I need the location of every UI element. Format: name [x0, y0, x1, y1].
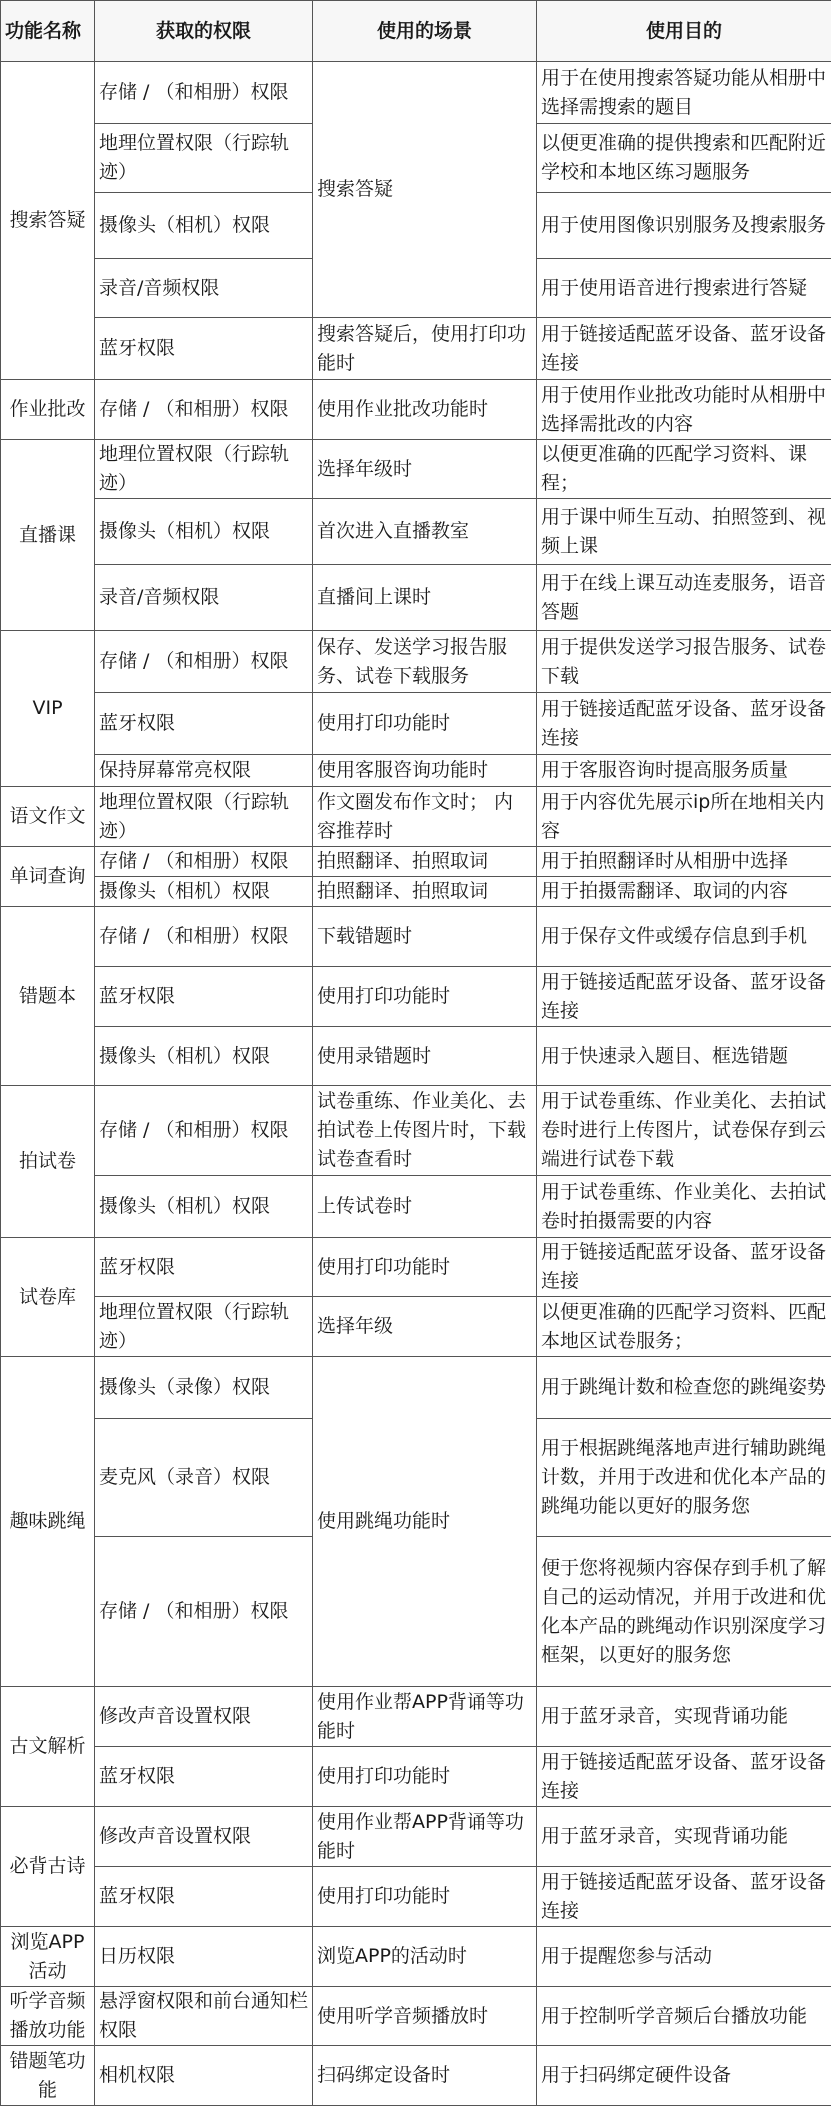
- scenario-cell: 搜索答疑后，使用打印功能时: [313, 318, 537, 380]
- feature-name-cell: 作业批改: [1, 380, 95, 440]
- scenario-cell: 使用作业帮APP背诵等功能时: [313, 1687, 537, 1747]
- feature-name-cell: 古文解析: [1, 1687, 95, 1807]
- scenario-cell: 浏览APP的活动时: [313, 1927, 537, 1987]
- scenario-cell: 使用打印功能时: [313, 1867, 537, 1927]
- scenario-cell: 扫码绑定设备时: [313, 2046, 537, 2106]
- scenario-cell: 使用打印功能时: [313, 1747, 537, 1807]
- purpose-cell: 用于使用作业批改功能时从相册中选择需批改的内容: [537, 380, 831, 440]
- permission-cell: 存储 / （和相册）权限: [95, 1086, 313, 1176]
- feature-name-cell: 搜索答疑: [1, 62, 95, 380]
- purpose-cell: 用于蓝牙录音，实现背诵功能: [537, 1807, 831, 1867]
- purpose-cell: 以便更准确的提供搜索和匹配附近学校和本地区练习题服务: [537, 124, 831, 193]
- permission-cell: 日历权限: [95, 1927, 313, 1987]
- table-header: [1, 1, 831, 62]
- permission-cell: 摄像头（相机）权限: [95, 1176, 313, 1238]
- purpose-cell: 用于拍照翻译时从相册中选择: [537, 847, 831, 877]
- scenario-cell: 使用打印功能时: [313, 967, 537, 1027]
- purpose-cell: 用于使用图像识别服务及搜索服务: [537, 193, 831, 259]
- header-row: [1, 1, 831, 62]
- table-row: [1, 1238, 831, 1297]
- table-row: [1, 787, 831, 847]
- purpose-cell: 用于链接适配蓝牙设备、蓝牙设备连接: [537, 318, 831, 380]
- feature-name-cell: 趣味跳绳: [1, 1357, 95, 1687]
- table-row: [1, 62, 831, 124]
- table-row: [1, 693, 831, 755]
- table-row: [1, 847, 831, 877]
- permission-cell: 蓝牙权限: [95, 967, 313, 1027]
- scenario-cell: 拍照翻译、拍照取词: [313, 847, 537, 877]
- permission-cell: 悬浮窗权限和前台通知栏权限: [95, 1987, 313, 2046]
- scenario-cell: 使用跳绳功能时: [313, 1357, 537, 1687]
- permission-cell: 保持屏幕常亮权限: [95, 755, 313, 787]
- permission-cell: 存储 / （和相册）权限: [95, 62, 313, 124]
- feature-name-cell: 单词查询: [1, 847, 95, 907]
- header-feature-name: 功能名称: [1, 1, 95, 62]
- permission-cell: 摄像头（录像）权限: [95, 1357, 313, 1419]
- permission-cell: 修改声音设置权限: [95, 1687, 313, 1747]
- scenario-cell: 使用作业帮APP背诵等功能时: [313, 1807, 537, 1867]
- scenario-cell: 上传试卷时: [313, 1176, 537, 1238]
- table-body: [1, 62, 831, 2106]
- scenario-cell: 保存、发送学习报告服务、试卷下载服务: [313, 631, 537, 693]
- table-row: [1, 1176, 831, 1238]
- permission-cell: 存储 / （和相册）权限: [95, 907, 313, 967]
- scenario-cell: 选择年级时: [313, 440, 537, 499]
- feature-name-cell: 错题笔功能: [1, 2046, 95, 2106]
- table-row: [1, 1807, 831, 1867]
- purpose-cell: 用于在线上课互动连麦服务，语音答题: [537, 565, 831, 631]
- purpose-cell: 用于控制听学音频后台播放功能: [537, 1987, 831, 2046]
- permission-cell: 摄像头（相机）权限: [95, 193, 313, 259]
- table-row: [1, 1987, 831, 2046]
- purpose-cell: 用于链接适配蓝牙设备、蓝牙设备连接: [537, 967, 831, 1027]
- feature-name-cell: 浏览APP活动: [1, 1927, 95, 1987]
- scenario-cell: 使用作业批改功能时: [313, 380, 537, 440]
- table-row: [1, 1357, 831, 1419]
- feature-name-cell: 拍试卷: [1, 1086, 95, 1238]
- purpose-cell: 用于拍摄需翻译、取词的内容: [537, 877, 831, 907]
- permission-cell: 存储 / （和相册）权限: [95, 1537, 313, 1687]
- scenario-cell: 搜索答疑: [313, 62, 537, 318]
- table-row: [1, 877, 831, 907]
- permission-cell: 修改声音设置权限: [95, 1807, 313, 1867]
- header-purpose: 使用目的: [537, 1, 831, 62]
- purpose-cell: 用于使用语音进行搜索进行答疑: [537, 259, 831, 318]
- table-row: [1, 440, 831, 499]
- permission-cell: 蓝牙权限: [95, 693, 313, 755]
- purpose-cell: 用于链接适配蓝牙设备、蓝牙设备连接: [537, 1747, 831, 1807]
- permission-cell: 摄像头（相机）权限: [95, 877, 313, 907]
- scenario-cell: 使用客服咨询功能时: [313, 755, 537, 787]
- table-row: [1, 1027, 831, 1086]
- purpose-cell: 用于链接适配蓝牙设备、蓝牙设备连接: [537, 693, 831, 755]
- permission-cell: 存储 / （和相册）权限: [95, 631, 313, 693]
- table-row: [1, 1086, 831, 1176]
- scenario-cell: 首次进入直播教室: [313, 499, 537, 565]
- purpose-cell: 用于跳绳计数和检查您的跳绳姿势: [537, 1357, 831, 1419]
- table-row: [1, 1297, 831, 1357]
- permission-cell: 录音/音频权限: [95, 565, 313, 631]
- purpose-cell: 用于试卷重练、作业美化、去拍试卷时进行上传图片，试卷保存到云端进行试卷下载: [537, 1086, 831, 1176]
- scenario-cell: 使用打印功能时: [313, 1238, 537, 1297]
- scenario-cell: 使用录错题时: [313, 1027, 537, 1086]
- permission-cell: 蓝牙权限: [95, 1747, 313, 1807]
- purpose-cell: 用于提醒您参与活动: [537, 1927, 831, 1987]
- scenario-cell: 直播间上课时: [313, 565, 537, 631]
- purpose-cell: 以便更准确的匹配学习资料、课程；: [537, 440, 831, 499]
- scenario-cell: 使用听学音频播放时: [313, 1987, 537, 2046]
- table-row: [1, 1687, 831, 1747]
- scenario-cell: 试卷重练、作业美化、去拍试卷上传图片时，下载试卷查看时: [313, 1086, 537, 1176]
- permission-cell: 地理位置权限（行踪轨迹）: [95, 440, 313, 499]
- table-row: [1, 907, 831, 967]
- permission-cell: 蓝牙权限: [95, 318, 313, 380]
- purpose-cell: 用于在使用搜索答疑功能从相册中选择需搜索的题目: [537, 62, 831, 124]
- purpose-cell: 用于课中师生互动、拍照签到、视频上课: [537, 499, 831, 565]
- permission-cell: 摄像头（相机）权限: [95, 1027, 313, 1086]
- table-row: [1, 380, 831, 440]
- permission-cell: 地理位置权限（行踪轨迹）: [95, 1297, 313, 1357]
- purpose-cell: 用于客服咨询时提高服务质量: [537, 755, 831, 787]
- permission-cell: 地理位置权限（行踪轨迹）: [95, 787, 313, 847]
- permission-cell: 蓝牙权限: [95, 1867, 313, 1927]
- table-row: [1, 631, 831, 693]
- purpose-cell: 便于您将视频内容保存到手机了解自己的运动情况，并用于改进和优化本产品的跳绳动作识别深度学习框架，以更好的服务您: [537, 1537, 831, 1687]
- scenario-cell: 使用打印功能时: [313, 693, 537, 755]
- table-row: [1, 318, 831, 380]
- permission-cell: 摄像头（相机）权限: [95, 499, 313, 565]
- table-row: [1, 1927, 831, 1987]
- purpose-cell: 用于提供发送学习报告服务、试卷下载: [537, 631, 831, 693]
- purpose-cell: 用于保存文件或缓存信息到手机: [537, 907, 831, 967]
- purpose-cell: 用于快速录入题目、框选错题: [537, 1027, 831, 1086]
- table-row: [1, 755, 831, 787]
- scenario-cell: 作文圈发布作文时； 内容推荐时: [313, 787, 537, 847]
- feature-name-cell: 错题本: [1, 907, 95, 1086]
- purpose-cell: 用于链接适配蓝牙设备、蓝牙设备连接: [537, 1238, 831, 1297]
- feature-name-cell: 必背古诗: [1, 1807, 95, 1927]
- purpose-cell: 用于链接适配蓝牙设备、蓝牙设备连接: [537, 1867, 831, 1927]
- permission-cell: 蓝牙权限: [95, 1238, 313, 1297]
- feature-name-cell: 语文作文: [1, 787, 95, 847]
- purpose-cell: 用于内容优先展示ip所在地相关内容: [537, 787, 831, 847]
- table-row: [1, 565, 831, 631]
- table-row: [1, 2046, 831, 2106]
- header-scenario: 使用的场景: [313, 1, 537, 62]
- table-row: [1, 1747, 831, 1807]
- scenario-cell: 选择年级: [313, 1297, 537, 1357]
- feature-name-cell: 直播课: [1, 440, 95, 631]
- scenario-cell: 拍照翻译、拍照取词: [313, 877, 537, 907]
- feature-name-cell: 试卷库: [1, 1238, 95, 1357]
- table-row: [1, 499, 831, 565]
- permission-cell: 存储 / （和相册）权限: [95, 380, 313, 440]
- feature-name-cell: VIP: [1, 631, 95, 787]
- permission-cell: 录音/音频权限: [95, 259, 313, 318]
- feature-name-cell: 听学音频播放功能: [1, 1987, 95, 2046]
- permission-cell: 相机权限: [95, 2046, 313, 2106]
- permission-cell: 地理位置权限（行踪轨迹）: [95, 124, 313, 193]
- scenario-cell: 下载错题时: [313, 907, 537, 967]
- purpose-cell: 用于试卷重练、作业美化、去拍试卷时拍摄需要的内容: [537, 1176, 831, 1238]
- purpose-cell: 以便更准确的匹配学习资料、匹配本地区试卷服务；: [537, 1297, 831, 1357]
- purpose-cell: 用于扫码绑定硬件设备: [537, 2046, 831, 2106]
- purpose-cell: 用于蓝牙录音，实现背诵功能: [537, 1687, 831, 1747]
- table-row: [1, 1867, 831, 1927]
- permission-cell: 麦克风（录音）权限: [95, 1419, 313, 1537]
- header-permission: 获取的权限: [95, 1, 313, 62]
- permission-cell: 存储 / （和相册）权限: [95, 847, 313, 877]
- table-row: [1, 967, 831, 1027]
- purpose-cell: 用于根据跳绳落地声进行辅助跳绳计数，并用于改进和优化本产品的跳绳功能以更好的服务您: [537, 1419, 831, 1537]
